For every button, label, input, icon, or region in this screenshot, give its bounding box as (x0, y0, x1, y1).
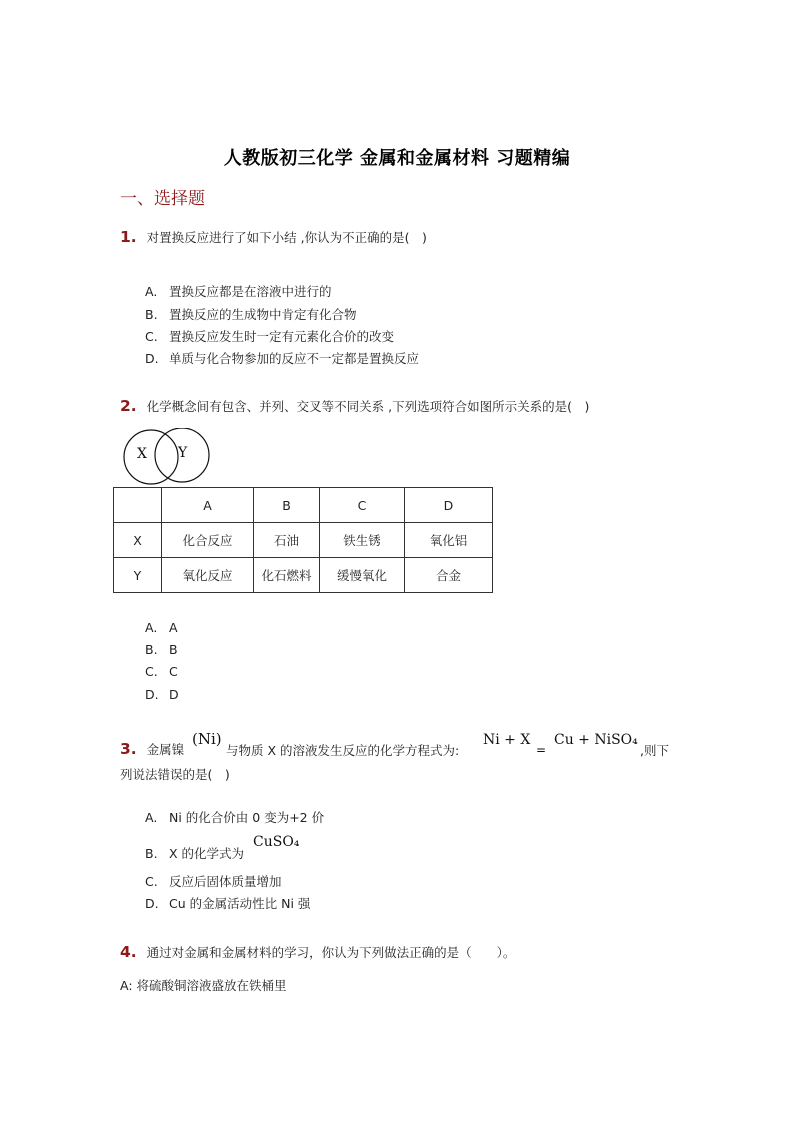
option-text: B (169, 642, 178, 657)
option-text: 单质与化合物参加的反应不一定都是置换反应 (169, 351, 420, 366)
equation-left: Ni + X (483, 732, 531, 748)
q4-option-a[interactable] (120, 976, 287, 994)
table-row (114, 523, 493, 558)
table-cell: A (162, 488, 254, 523)
q1-option-b[interactable] (145, 305, 357, 323)
page-title: 人教版初三化学 金属和金属材料 习题精编 (223, 148, 571, 169)
option-label: C. (145, 329, 158, 344)
question-number: 3. (120, 740, 137, 758)
table-cell: Y (114, 558, 162, 593)
table-cell: 化合反应 (162, 523, 254, 558)
table-cell: 化石燃料 (254, 558, 320, 593)
option-text: X 的化学式为 (169, 846, 245, 861)
question-text: 金属镍 (146, 742, 185, 757)
option-label: A. (145, 620, 158, 635)
table-cell: 氧化反应 (162, 558, 254, 593)
question-number: 2. (120, 397, 137, 415)
q3-option-d[interactable] (145, 894, 310, 912)
option-text: Cu 的金属活动性比 Ni 强 (169, 896, 311, 911)
table-cell: B (254, 488, 320, 523)
q3-option-a[interactable] (145, 808, 324, 826)
table-cell: X (114, 523, 162, 558)
table-cell: 铁生锈 (320, 523, 405, 558)
formula-cuso4: CuSO₄ (253, 834, 300, 850)
option-label: D. (145, 351, 159, 366)
formula-ni: (Ni) (192, 730, 222, 748)
q3-option-b[interactable] (145, 844, 244, 862)
option-text: C (169, 664, 178, 679)
question-number: 4. (120, 943, 137, 961)
venn-label-y: Y (178, 445, 188, 461)
q2-option-c[interactable] (145, 664, 178, 679)
option-label: A: (120, 978, 133, 993)
option-text: 置换反应的生成物中肯定有化合物 (169, 307, 357, 322)
table-cell: 合金 (405, 558, 493, 593)
question-text: 与物质 X 的溶液发生反应的化学方程式为: (226, 743, 460, 758)
option-label: B. (145, 642, 158, 657)
question-text: ,则下 (640, 743, 669, 758)
q1-option-c[interactable] (145, 327, 394, 345)
q3-option-c[interactable] (145, 872, 282, 890)
option-label: B. (145, 846, 158, 861)
option-label: D. (145, 896, 159, 911)
q2-option-b[interactable] (145, 642, 178, 657)
table-cell: 氧化铝 (405, 523, 493, 558)
question-2 (120, 397, 589, 415)
option-text: 反应后固体质量增加 (169, 874, 282, 889)
question-1 (120, 228, 427, 246)
option-text: Ni 的化合价由 0 变为+2 价 (169, 810, 325, 825)
equation-sign: = (536, 743, 547, 757)
table-cell: 石油 (254, 523, 320, 558)
table-cell (114, 488, 162, 523)
q2-option-a[interactable] (145, 620, 178, 635)
option-label: A. (145, 284, 158, 299)
option-label: C. (145, 664, 158, 679)
table-cell: D (405, 488, 493, 523)
question-text: 对置换反应进行了如下小结 ,你认为不正确的是( ) (146, 230, 427, 245)
option-label: B. (145, 307, 158, 322)
q2-option-d[interactable] (145, 687, 179, 702)
option-text: D (169, 687, 179, 702)
question-text: 化学概念间有包含、并列、交叉等不同关系 ,下列选项符合如图所示关系的是( ) (146, 399, 590, 414)
option-text: 置换反应都是在溶液中进行的 (169, 284, 332, 299)
option-text: 置换反应发生时一定有元素化合价的改变 (169, 329, 395, 344)
relation-table (113, 487, 493, 593)
question-4 (120, 943, 515, 961)
table-cell: 缓慢氧化 (320, 558, 405, 593)
table-header-row (114, 488, 493, 523)
table-cell: C (320, 488, 405, 523)
option-label: D. (145, 687, 159, 702)
q1-option-d[interactable] (145, 349, 419, 367)
q1-option-a[interactable] (145, 282, 332, 300)
venn-circle-x (124, 430, 178, 484)
question-text: 通过对金属和金属材料的学习，你认为下列做法正确的是（ ）。 (146, 945, 516, 960)
equation-right: Cu + NiSO₄ (554, 732, 638, 748)
option-text: A (169, 620, 178, 635)
question-number: 1. (120, 228, 137, 246)
venn-diagram (122, 428, 214, 486)
table-row (114, 558, 493, 593)
question-text: 列说法错误的是( ) (120, 767, 230, 782)
venn-label-x: X (137, 446, 147, 462)
option-label: C. (145, 874, 158, 889)
option-label: A. (145, 810, 158, 825)
question-3 (120, 740, 184, 758)
section-heading: 一、选择题 (120, 189, 205, 209)
option-text: 将硫酸铜溶液盛放在铁桶里 (136, 978, 287, 993)
